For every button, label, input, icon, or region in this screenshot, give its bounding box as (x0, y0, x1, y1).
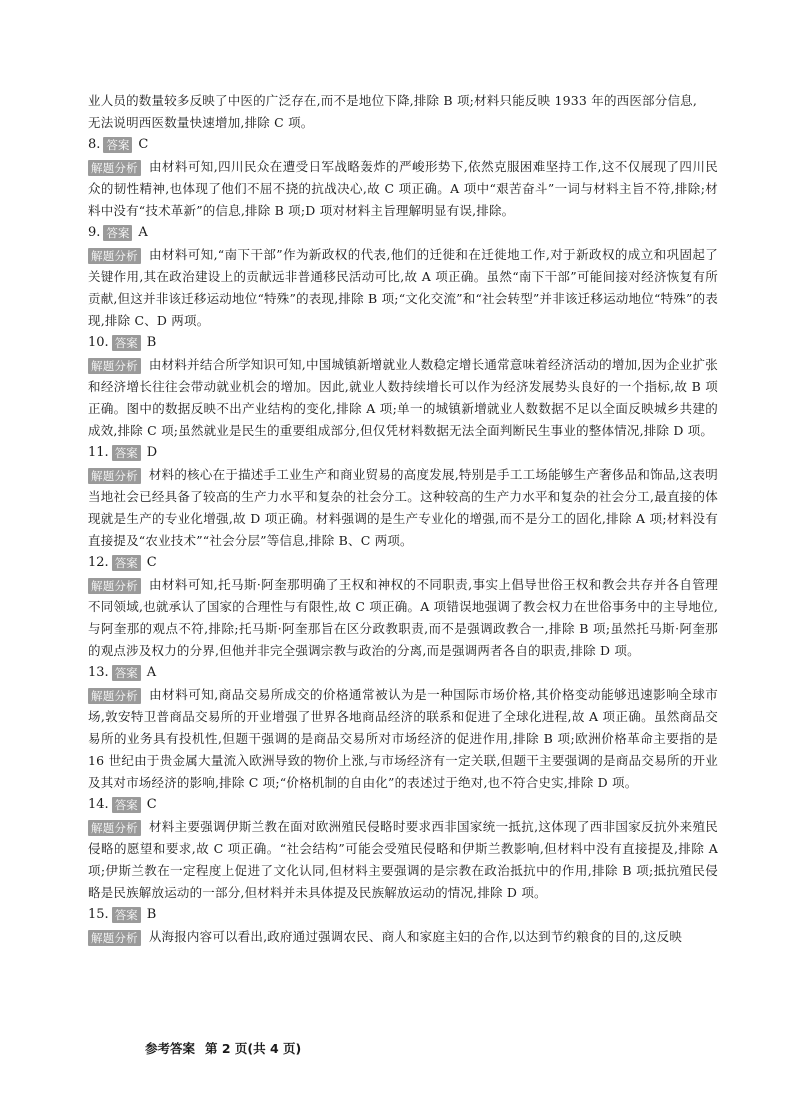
answer-line (88, 442, 718, 464)
answer-tag: 答案 (112, 555, 141, 571)
question-number: 14. (88, 797, 109, 812)
question-number: 13. (88, 665, 109, 680)
question-number: 12. (88, 555, 109, 570)
analysis-paragraph (88, 244, 718, 332)
question-item (88, 332, 718, 442)
analysis-tag: 解题分析 (88, 688, 141, 704)
answer-line (88, 222, 718, 244)
answer-value: A (146, 665, 157, 680)
footer-title: 参考答案 (145, 1041, 196, 1056)
answer-tag: 答案 (112, 797, 141, 813)
answer-tag: 答案 (112, 335, 141, 351)
analysis-tag: 解题分析 (88, 820, 141, 836)
page-content (88, 90, 718, 948)
answer-value: D (146, 445, 158, 460)
question-item (88, 134, 718, 222)
question-number: 11. (88, 445, 109, 460)
analysis-text: 由材料可知,“南下干部”作为新政权的代表,他们的迁徙和在迁徙地工作,对于新政权的成立和巩固起了关键作用,其在政治建设上的贡献远非普通移民活动可比,故 A 项正确。虽然“南下干部”可能间接对经济恢复有所贡献,但这并非该迁移运动地位“特殊”的表现,排除 B 项;“文化交流”和“社会转型”并非该迁移运动地位“特殊”的表现,排除 C、D 两项。 (88, 247, 718, 328)
question-item (88, 662, 718, 794)
analysis-text: 材料主要强调伊斯兰教在面对欧洲殖民侵略时要求西非国家统一抵抗,这体现了西非国家反抗外来殖民侵略的愿望和要求,故 C 项正确。“社会结构”可能会受殖民侵略和伊斯兰教影响,但材料中没有直接提及,排除 A 项;伊斯兰教在一定程度上促进了文化认同,但材料主要强调的是宗教在政治抵抗中的作用,排除 B 项;抵抗殖民侵略是民族解放运动的一部分,但材料并未具体提及民族解放运动的情况,排除 D 项。 (88, 819, 718, 900)
answer-value: C (146, 555, 157, 570)
footer-page-number: 第 2 页(共 4 页) (205, 1041, 302, 1056)
answer-tag: 答案 (112, 665, 141, 681)
analysis-text: 由材料可知,托马斯·阿奎那明确了王权和神权的不同职责,事实上倡导世俗王权和教会共存并各自管理不同领域,也就承认了国家的合理性与有限性,故 C 项正确。A 项错误地强调了教会权力在世俗事务中的主导地位,与阿奎那的观点不符,排除;托马斯·阿奎那旨在区分政教职责,而不是强调政教合一,排除 B 项;虽然托马斯·阿奎那的观点涉及权力的分界,但他并非完全强调宗教与政治的分离,而是强调两者各自的职责,排除 D 项。 (88, 577, 718, 658)
analysis-tag: 解题分析 (88, 248, 141, 264)
analysis-tag: 解题分析 (88, 930, 141, 946)
analysis-text: 从海报内容可以看出,政府通过强调农民、商人和家庭主妇的合作,以达到节约粮食的目的,这反映 (148, 929, 683, 944)
analysis-tag: 解题分析 (88, 468, 141, 484)
answer-value: B (146, 335, 157, 350)
question-list (88, 134, 718, 948)
question-item (88, 222, 718, 332)
analysis-text: 材料的核心在于描述手工业生产和商业贸易的高度发展,特别是手工工场能够生产奢侈品和饰品,这表明当地社会已经具备了较高的生产力水平和复杂的社会分工。这种较高的生产力水平和复杂的社会分工,最直接的体现就是生产的专业化增强,故 D 项正确。材料强调的是生产专业化的增强,而不是分工的固化,排除 A 项;材料没有直接提及“农业技术”“社会分层”等信息,排除 B、C 两项。 (88, 467, 718, 548)
answer-line (88, 552, 718, 574)
answer-value: A (138, 225, 148, 240)
analysis-paragraph (88, 816, 718, 904)
intro-line-2: 无法说明西医数量快速增加,排除 C 项。 (88, 115, 314, 130)
analysis-paragraph (88, 354, 718, 442)
answer-tag: 答案 (112, 445, 141, 461)
answer-tag: 答案 (103, 225, 132, 241)
answer-line (88, 332, 718, 354)
question-item (88, 442, 718, 552)
question-number: 10. (88, 335, 109, 350)
question-number: 8. (88, 137, 101, 152)
answer-value: C (138, 137, 149, 152)
analysis-paragraph (88, 464, 718, 552)
analysis-paragraph (88, 574, 718, 662)
analysis-tag: 解题分析 (88, 578, 141, 594)
answer-line (88, 662, 718, 684)
answer-value: C (146, 797, 157, 812)
question-item (88, 552, 718, 662)
question-item (88, 794, 718, 904)
analysis-paragraph (88, 684, 718, 794)
intro-line-1: 业人员的数量较多反映了中医的广泛存在,而不是地位下降,排除 B 项;材料只能反映 1933 年的西医部分信息, (88, 93, 698, 108)
analysis-tag: 解题分析 (88, 358, 141, 374)
answer-tag: 答案 (112, 907, 141, 923)
question-number: 9. (88, 225, 101, 240)
analysis-text: 由材料并结合所学知识可知,中国城镇新增就业人数稳定增长通常意味着经济活动的增加,因为企业扩张和经济增长往往会带动就业机会的增加。因此,就业人数持续增长可以作为经济发展势头良好的一个指标,故 B 项正确。图中的数据反映不出产业结构的变化,排除 A 项;单一的城镇新增就业人数数据不足以全面反映城乡共建的成效,排除 C 项;虽然就业是民生的重要组成部分,但仅凭材料数据无法全面判断民生事业的整体情况,排除 D 项。 (88, 357, 718, 438)
answer-line (88, 794, 718, 816)
analysis-paragraph (88, 926, 718, 948)
page-footer (145, 1039, 301, 1057)
question-number: 15. (88, 907, 109, 922)
answer-tag: 答案 (103, 137, 132, 153)
analysis-paragraph (88, 156, 718, 222)
answer-line (88, 904, 718, 926)
answer-value: B (146, 907, 157, 922)
analysis-tag: 解题分析 (88, 160, 141, 176)
question-item (88, 904, 718, 948)
analysis-text: 由材料可知,四川民众在遭受日军战略轰炸的严峻形势下,依然克服困难坚持工作,这不仅展现了四川民众的韧性精神,也体现了他们不屈不挠的抗战决心,故 C 项正确。A 项中“艰苦奋斗”一词与材料主旨不符,排除;材料中没有“技术革新”的信息,排除 B 项;D 项对材料主旨理解明显有误,排除。 (88, 159, 718, 218)
analysis-text: 由材料可知,商品交易所成交的价格通常被认为是一种国际市场价格,其价格变动能够迅速影响全球市场,敦安特卫普商品交易所的开业增强了世界各地商品经济的联系和促进了全球化进程,故 A 项正确。虽然商品交易所的业务具有投机性,但题干强调的是商品交易所对市场经济的促进作用,排除 B 项;欧洲价格革命主要指的是 16 世纪由于贵金属大量流入欧洲导致的物价上涨,与市场经济有一定关联,但题干主要强调的是商品交易所的开业及其对市场经济的影响,排除 C 项;“价格机制的自由化”的表述过于绝对,也不符合史实,排除 D 项。 (88, 687, 718, 790)
answer-line (88, 134, 718, 156)
